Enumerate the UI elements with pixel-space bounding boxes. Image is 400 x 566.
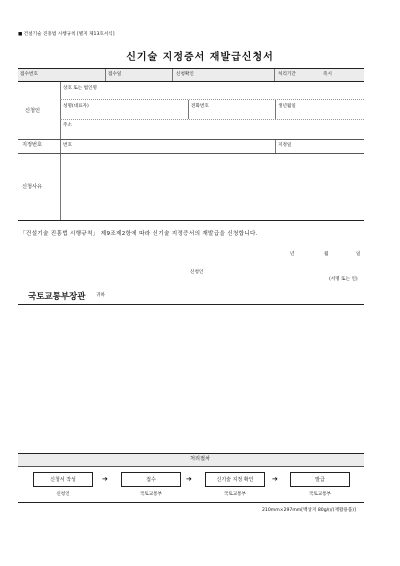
period-label: 처리기간 xyxy=(278,72,296,77)
confirm-label: 신청확인 xyxy=(176,72,194,77)
date-year: 년 xyxy=(290,252,295,257)
receipt-number-label: 접수번호 xyxy=(20,72,38,77)
receipt-date-label: 접수일 xyxy=(108,72,122,77)
form-reference: ■ 건설기술 진흥법 시행규칙 [별지 제13호서식] xyxy=(18,32,115,37)
date-day: 일 xyxy=(356,252,361,257)
process-header: 처리절차 xyxy=(189,456,211,462)
process-actor-1: 신청인 xyxy=(56,492,70,497)
applicant-section-label: 신청인 xyxy=(25,108,41,114)
sign-note: (서명 또는 인) xyxy=(329,277,358,282)
representative-label: 성명(대표자) xyxy=(63,104,89,109)
recipient-name: 국토교통부장관 xyxy=(28,292,86,302)
process-step-2: 접수 xyxy=(121,472,181,487)
designation-section-label: 지정번호 xyxy=(22,142,43,148)
paper-spec: 210mm×297mm[백상지 80g/㎡(재활용품)] xyxy=(262,508,356,513)
signer-label: 신청인 xyxy=(190,270,204,275)
application-statement: 「건설기술 진흥법 시행규칙」 제9조제2항에 따라 신기술 지정증서의 재발급을 신청합니다. xyxy=(20,231,258,237)
company-name-label: 상호 또는 법인명 xyxy=(63,86,97,91)
process-step-3: 신기술 지정 확인 xyxy=(205,472,265,487)
process-actor-4: 국토교통부 xyxy=(308,492,332,497)
recipient-suffix: 귀하 xyxy=(96,293,105,298)
process-step-4: 발급 xyxy=(290,472,350,487)
period-value: 즉시 xyxy=(323,72,332,77)
arrow-right-icon: ➔ xyxy=(186,475,192,483)
arrow-right-icon: ➔ xyxy=(102,475,108,483)
process-actor-3: 국토교통부 xyxy=(223,492,247,497)
reason-section-label: 신청사유 xyxy=(22,184,43,190)
designation-number-label: 번호 xyxy=(63,143,72,148)
birthdate-label: 생년월일 xyxy=(278,104,296,109)
designation-date-label: 지정일 xyxy=(278,143,292,148)
page-title: 신기술 지정증서 재발급신청서 xyxy=(126,52,274,63)
date-month: 월 xyxy=(324,252,329,257)
arrow-right-icon: ➔ xyxy=(272,475,278,483)
phone-label: 전화번호 xyxy=(191,104,209,109)
process-step-1: 신청서 작성 xyxy=(33,472,93,487)
address-label: 주소 xyxy=(63,123,72,128)
process-actor-2: 국토교통부 xyxy=(139,492,163,497)
